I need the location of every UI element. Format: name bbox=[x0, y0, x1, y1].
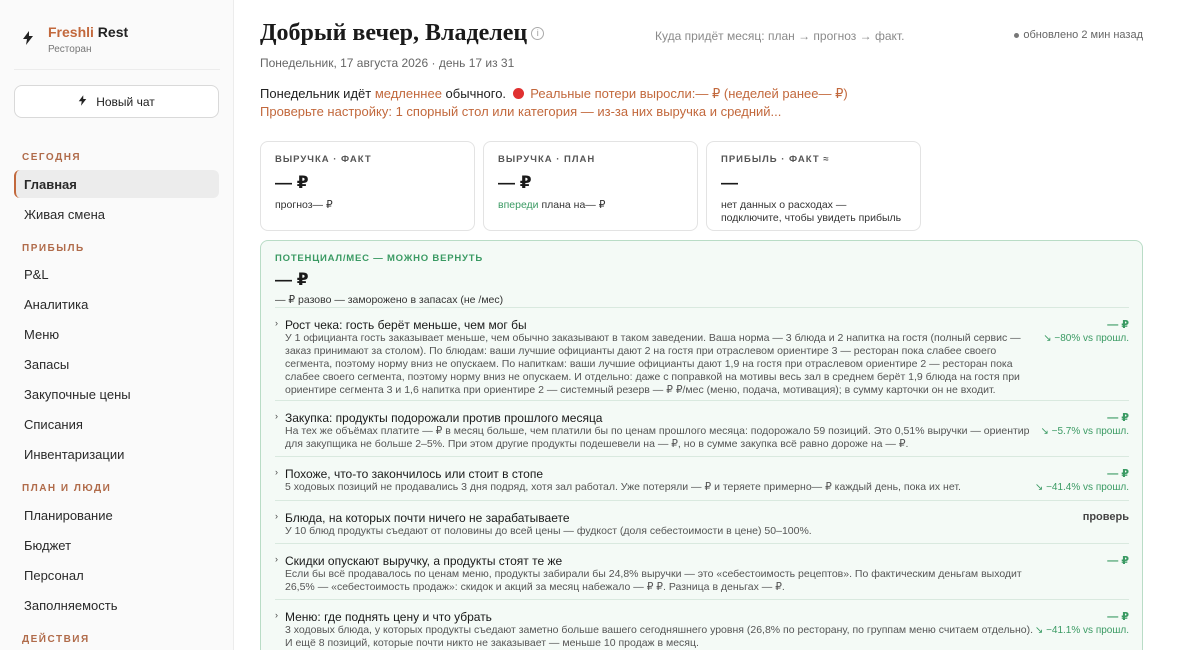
item-delta: ↘ −5.7% vs прошл. bbox=[1040, 426, 1129, 437]
sidebar-item-inventory[interactable]: Инвентаризации bbox=[24, 446, 125, 462]
bullet-icon: › bbox=[275, 554, 278, 564]
new-chat-label: Новый чат bbox=[96, 94, 155, 109]
card-value: — bbox=[721, 173, 738, 192]
card-label: ВЫРУЧКА · ФАКТ bbox=[275, 154, 372, 165]
bullet-icon: › bbox=[275, 610, 278, 620]
bullet-icon: › bbox=[275, 511, 278, 521]
item-desc: Если бы всё продавалось по ценам меню, продукты забирали бы 24,8% выручки — это «себестоимость рецептов». По фактическим деньгам выходит 26,5% — «себестоимость продаж»: скидок и акций за месяц набежало — ₽ ₽. Разница в деньгах — ₽. bbox=[285, 568, 1022, 593]
date-line: Понедельник, 17 августа 2026 · день 17 из 31 bbox=[260, 56, 515, 70]
card-sub: прогноз— ₽ bbox=[275, 199, 333, 211]
info-icon[interactable]: i bbox=[531, 27, 544, 40]
sidebar-item-staff[interactable]: Персонал bbox=[24, 567, 84, 583]
new-chat-button[interactable] bbox=[14, 85, 219, 118]
updated-status: обновлено 2 мин назад bbox=[1014, 29, 1143, 41]
potential-label: ПОТЕНЦИАЛ/МЕС — МОЖНО ВЕРНУТЬ bbox=[275, 253, 483, 264]
item-title: Закупка: продукты подорожали против прошлого месяца bbox=[285, 411, 603, 425]
potential-value: — ₽ bbox=[275, 270, 309, 289]
sidebar-item-stock[interactable]: Запасы bbox=[24, 356, 70, 372]
potential-sub: — ₽ разово — заморожено в запасах (не /мес) bbox=[275, 294, 504, 306]
page-title: Добрый вечер, Владелец i bbox=[260, 20, 544, 47]
item-amount: — ₽ bbox=[1107, 555, 1129, 567]
card-label: ВЫРУЧКА · ПЛАН bbox=[498, 154, 596, 165]
month-hint: Куда придёт месяц: план → прогноз → факт. bbox=[655, 29, 905, 43]
list-item[interactable] bbox=[275, 456, 1129, 500]
list-item[interactable] bbox=[275, 599, 1129, 650]
sidebar-item-menu[interactable]: Меню bbox=[24, 326, 60, 342]
item-title: Похоже, что-то закончилось или стоит в стопе bbox=[285, 467, 544, 481]
card-sub: впереди плана на— ₽ bbox=[498, 199, 606, 211]
item-desc: У 1 официанта гость заказывает меньше, чем обычно заказывают в таком заведении. Ваша норма — 3 блюда и 2 напитка на гостя (полный сервис — заказ принимают за столом). По блюдам: ваши лучшие официанты дают 2 на гостя при отраслевом ориентире 3 — ресторан пока слабее своего сегмента, поэтому норму вниз не опускаем. По напиткам: ваши лучшие официанты дают 1,9 на гостя при отраслевом ориентире 2 — ресторан пока слабее своего сегмента, поэтому норму вниз не опускаем. И отдельно: даже с поправкой на мотивы весь зал в среднем берёт 1,9 блюда на гостя при ориентире сегмента 3 и 1,6 напитка при ориентире 2 — системный резерв — ₽ ₽/мес (меню, подача, мотивация); в сумму карточки он не входит. bbox=[285, 332, 1021, 396]
brand-name: Freshli Rest bbox=[48, 24, 129, 40]
revenue-fact-card[interactable] bbox=[260, 141, 475, 231]
item-delta: ↘ −80% vs прошл. bbox=[1043, 333, 1129, 344]
item-amount: — ₽ bbox=[1107, 412, 1129, 424]
list-item[interactable] bbox=[275, 400, 1129, 456]
nav-section-profit: ПРИБЫЛЬ bbox=[22, 243, 85, 254]
list-item[interactable] bbox=[275, 543, 1129, 599]
card-value: — ₽ bbox=[275, 173, 309, 192]
sidebar-item-analytics[interactable]: Аналитика bbox=[24, 296, 89, 312]
item-title: Блюда, на которых почти ничего не зарабатываете bbox=[285, 511, 570, 525]
nav-section-actions: ДЕЙСТВИЯ bbox=[22, 634, 90, 645]
profit-fact-card[interactable] bbox=[706, 141, 921, 231]
status-dot-icon bbox=[1014, 33, 1019, 38]
bullet-icon: › bbox=[275, 411, 278, 421]
bullet-icon: › bbox=[275, 467, 278, 477]
potential-panel bbox=[260, 240, 1143, 650]
nav-section-plan: ПЛАН И ЛЮДИ bbox=[22, 483, 112, 494]
item-title: Скидки опускают выручку, а продукты стоят те же bbox=[285, 554, 563, 568]
sidebar-item-budget[interactable]: Бюджет bbox=[24, 537, 72, 553]
sidebar-item-writeoffs[interactable]: Списания bbox=[24, 416, 83, 432]
bolt-icon bbox=[78, 95, 87, 109]
item-desc: 5 ходовых позиций не продавались 3 дня подряд, хотя зал работал. Уже потеряли — ₽ и теряете примерно— ₽ каждый день, пока их нет. bbox=[285, 481, 961, 493]
card-value: — ₽ bbox=[498, 173, 532, 192]
item-amount: — ₽ bbox=[1107, 468, 1129, 480]
bolt-icon bbox=[22, 31, 36, 47]
card-label: ПРИБЫЛЬ · ФАКТ ≈ bbox=[721, 154, 830, 165]
sidebar-item-planning[interactable]: Планирование bbox=[24, 507, 113, 523]
divider bbox=[14, 69, 220, 70]
sidebar-item-purchase-prices[interactable]: Закупочные цены bbox=[24, 386, 131, 402]
list-item[interactable] bbox=[275, 500, 1129, 543]
item-amount: — ₽ bbox=[1107, 319, 1129, 331]
list-item[interactable] bbox=[275, 307, 1129, 399]
sidebar-item-occupancy[interactable]: Заполняемость bbox=[24, 597, 118, 613]
card-sub: нет данных о расходах — подключите, чтобы увидеть прибыль bbox=[721, 199, 902, 224]
red-circle-icon bbox=[513, 88, 524, 99]
alert-slow: медленнее bbox=[374, 86, 442, 101]
main-content bbox=[234, 0, 1200, 650]
check-link[interactable]: проверь bbox=[1082, 511, 1129, 523]
item-title: Рост чека: гость берёт меньше, чем мог бы bbox=[285, 318, 527, 332]
alert-link[interactable]: Реальные потери выросли:— ₽ (неделей ранее— ₽) Проверьте настройку: 1 спорный стол или категория — из-за них выручка и средний... bbox=[260, 86, 848, 119]
item-title: Меню: где поднять цену и что убрать bbox=[285, 610, 492, 624]
nav-section-today: СЕГОДНЯ bbox=[22, 152, 82, 163]
alert-message: Понедельник идёт медленнее обычного. Реальные потери выросли:— ₽ (неделей ранее— ₽) Проверьте настройку: 1 спорный стол или категория — из-за них выручка и средний... bbox=[260, 86, 848, 119]
brand-subtitle: Ресторан bbox=[48, 44, 92, 55]
brand[interactable] bbox=[22, 24, 128, 55]
item-amount: — ₽ bbox=[1107, 611, 1129, 623]
item-desc: У 10 блюд продукты съедают от половины до всей цены — фудкост (доля себестоимости в цене) 50–100%. bbox=[285, 525, 812, 537]
sidebar-item-pnl[interactable]: P&L bbox=[24, 266, 49, 282]
sidebar bbox=[0, 0, 234, 650]
item-desc: 3 ходовых блюда, у которых продукты съедают заметно больше вашего сегодняшнего уровня (26,8% по ресторану, по группам меню считаем отдельно). И ещё 8 позиций, которые почти никто не заказывает — меньше 10 продаж в месяц. bbox=[285, 624, 1034, 649]
item-delta: ↘ −41.4% vs прошл. bbox=[1034, 482, 1129, 493]
sidebar-item-live-shift[interactable]: Живая смена bbox=[24, 206, 105, 222]
item-delta: ↘ −41.1% vs прошл. bbox=[1034, 625, 1129, 636]
bullet-icon: › bbox=[275, 318, 278, 328]
item-desc: На тех же объёмах платите — ₽ в месяц больше, чем платили бы по ценам прошлого месяца: подорожало 59 позиций. Это 0,51% выручки — ориентир для закупщика не больше 2–5%. При этом другие продукты подешевели на — ₽, но в сумме закупка всё равно дороже на — ₽. bbox=[285, 425, 1030, 450]
revenue-plan-card[interactable] bbox=[483, 141, 698, 231]
sidebar-item-home[interactable]: Главная bbox=[14, 170, 219, 198]
